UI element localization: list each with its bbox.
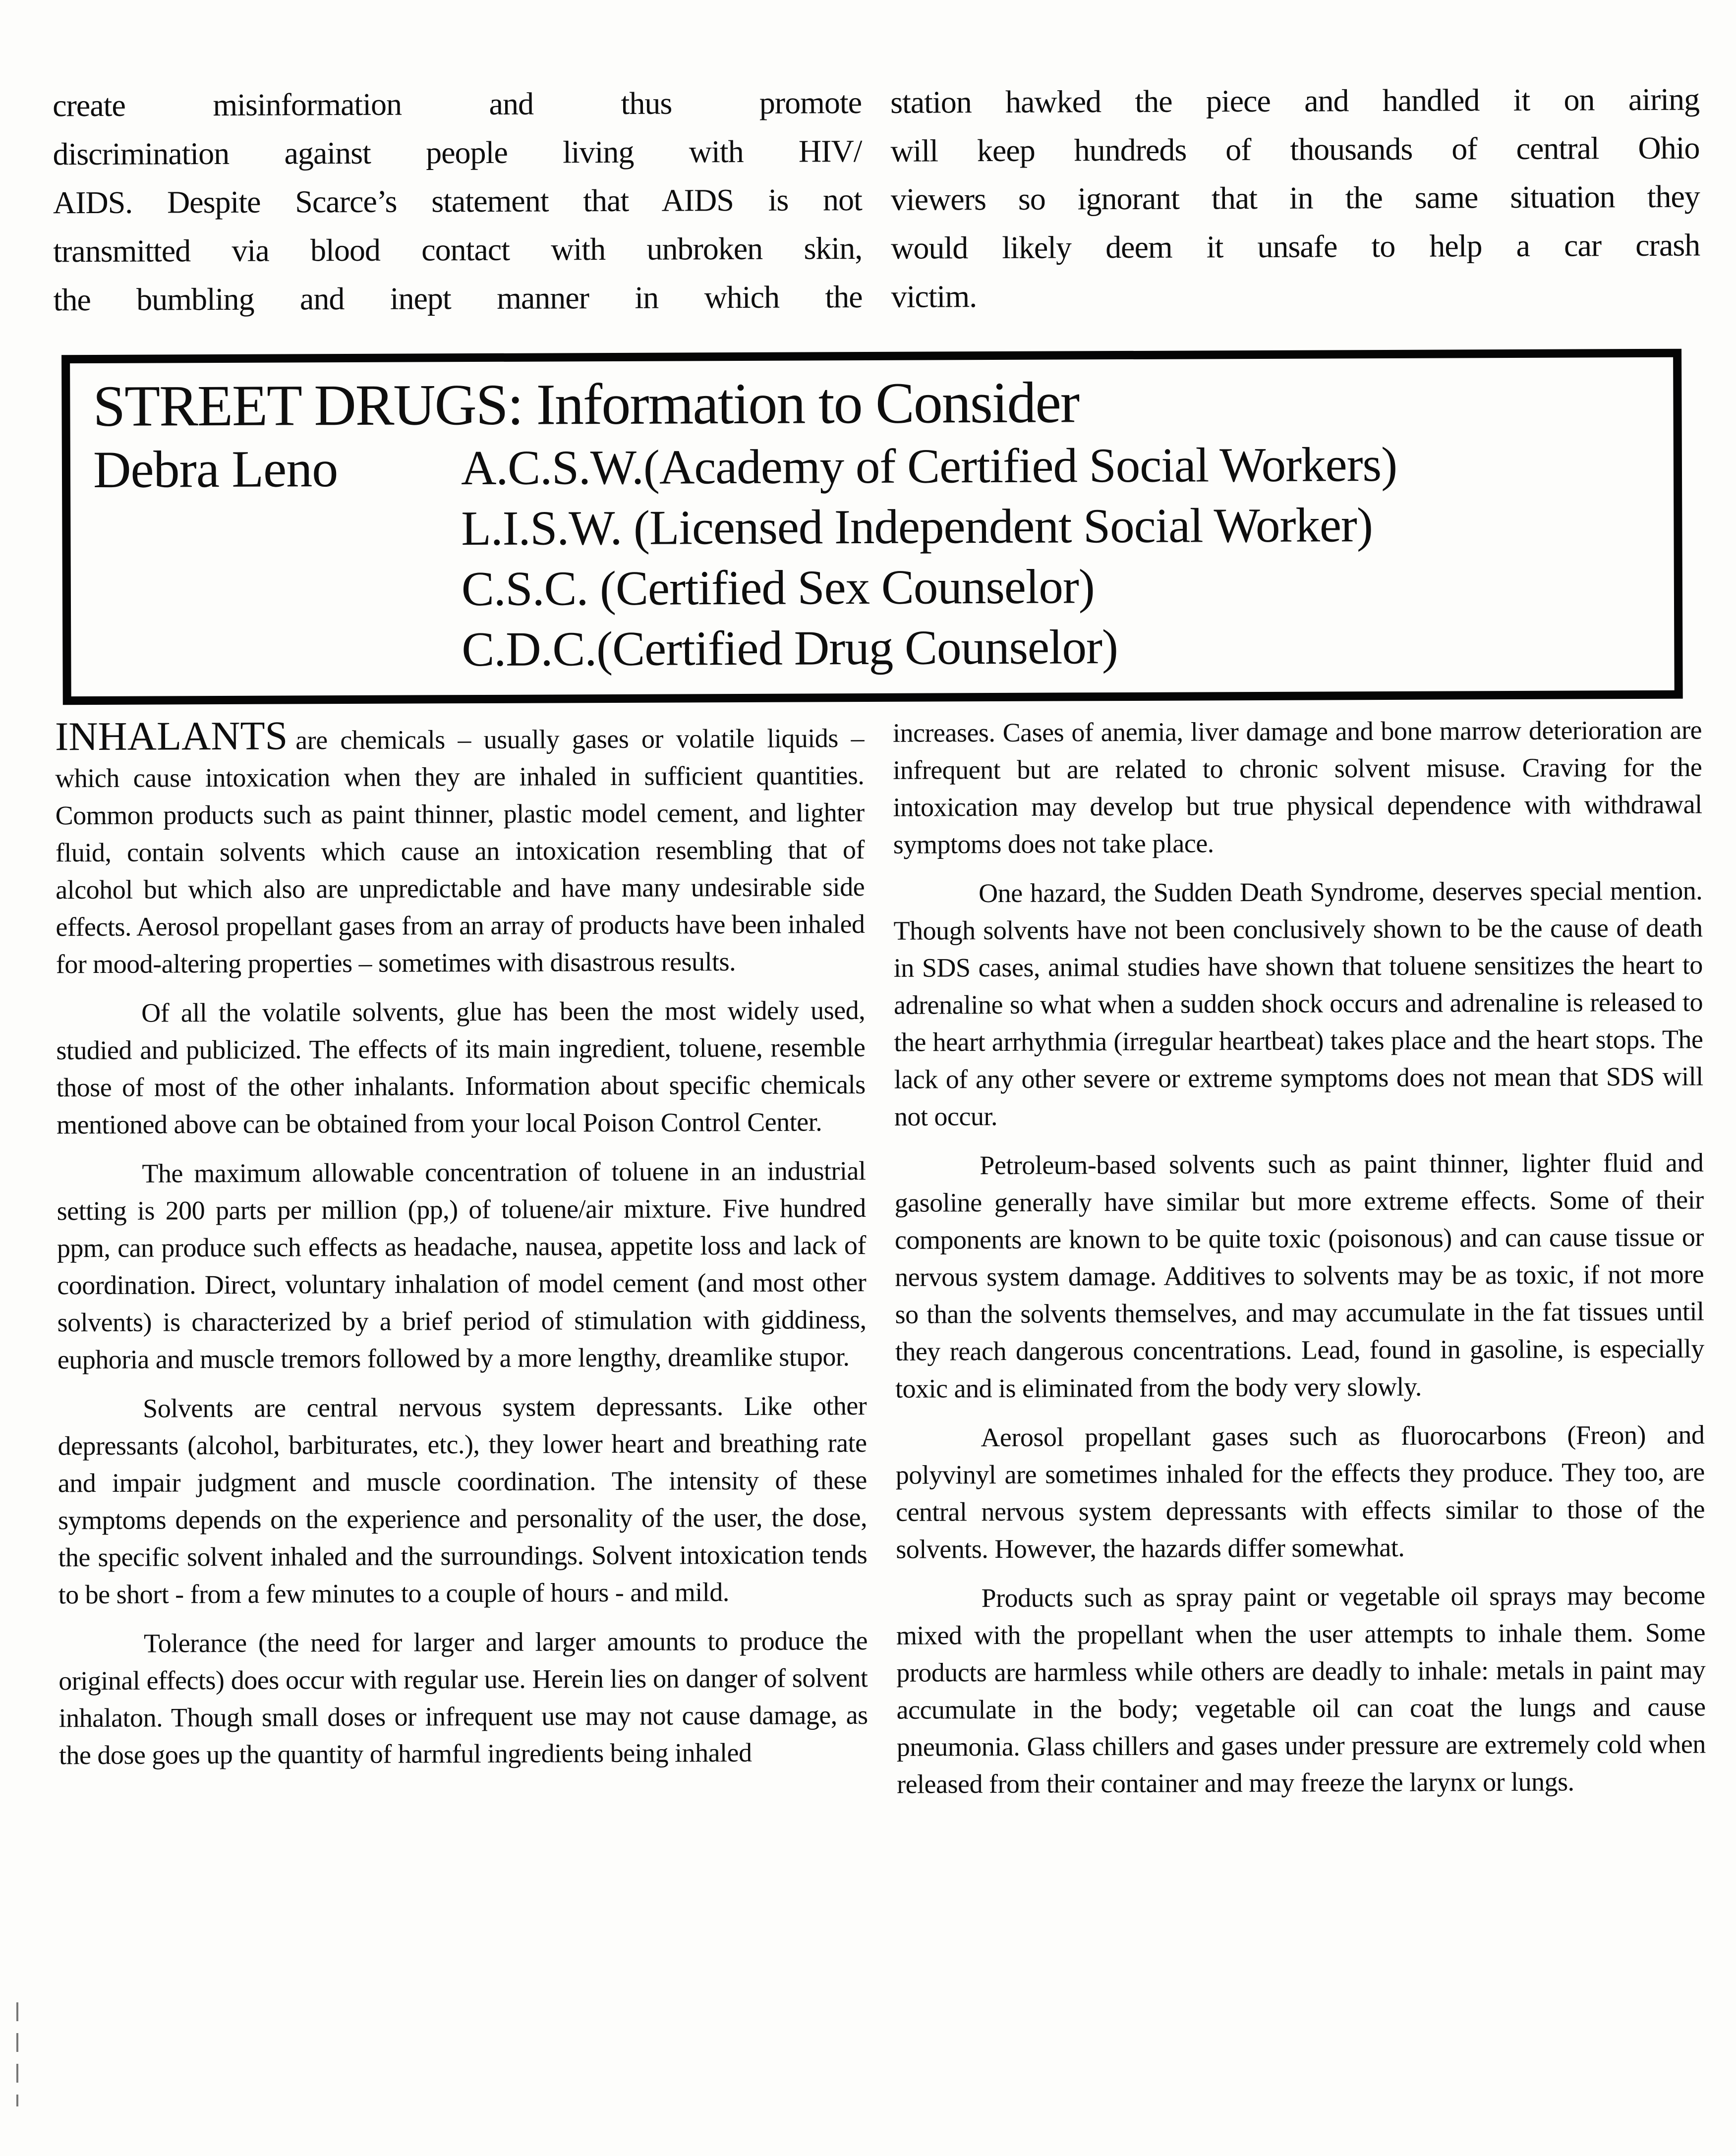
- intro-line: discrimination against people living with HIV/: [53, 133, 862, 172]
- credential-line: C.S.C. (Certified Sex Counselor): [461, 560, 1095, 617]
- credential-line: L.I.S.W. (Licensed Independent Social Worker): [461, 498, 1373, 556]
- intro-line: would likely deem it unsafe to help a car crash: [891, 227, 1700, 266]
- intro-line: viewers so ignorant that in the same situation they: [890, 178, 1700, 217]
- author-credentials: [461, 435, 1398, 680]
- paragraph: Solvents are central nervous system depressants. Like other depressants (alcohol, barbiturates, etc.), they lower heart and breathing rate and impair judgment and muscle coordination. The intensity of these symptoms depends on the experience and personality of the user, the dose, the specific solvent inhaled and the surroundings. Solvent intoxication tends to be short - from a few minutes to a couple of hours - and mild.: [58, 1391, 868, 1610]
- paragraph: Aerosol propellant gases such as fluorocarbons (Freon) and polyvinyl are sometimes inhaled for the effects they produce. They too, are central nervous system depressants with effects similar to those of the solvents. However, the hazards differ somewhat.: [895, 1419, 1705, 1564]
- intro-line: AIDS. Despite Scarce’s statement that AIDS is not: [53, 182, 863, 221]
- scan-artifact-line: [16, 2002, 18, 2106]
- credential-line: C.D.C.(Certified Drug Counselor): [462, 620, 1118, 677]
- intro-line: create misinformation and thus promote: [52, 85, 862, 123]
- paragraph-lead: [55, 715, 865, 983]
- body-left-column: [55, 715, 868, 1818]
- intro-line: transmitted via blood contact with unbroken skin,: [53, 230, 863, 269]
- paragraph: The maximum allowable concentration of toluene in an industrial setting is 200 parts per million (pp,) of toluene/air mixture. Five hundred ppm, can produce such effects as headache, nausea, appetite loss and lack of coordination. Direct, voluntary inhalation of model cement (and most other solvents) is characterized by a brief period of stimulation with giddiness, euphoria and muscle tremors followed by a more lengthy, dreamlike stupor.: [57, 1156, 867, 1375]
- article-body: [0, 698, 1736, 1818]
- intro-left-column: [53, 78, 863, 324]
- intro-right-column: [890, 75, 1700, 321]
- intro-line: victim.: [891, 279, 977, 314]
- intro-line: will keep hundreds of thousands of central Ohio: [890, 130, 1700, 169]
- byline-row: [93, 434, 1655, 681]
- intro-line: the bumbling and inept manner in which the: [53, 279, 863, 318]
- paragraph: Products such as spray paint or vegetable oil sprays may become mixed with the propellant when the user attempts to inhale them. Some products are harmless while others are deadly to inhale: metals in paint may accumulate in the body; vegetable oil can coat the lungs and cause pneumonia. Glass chillers and gases under pressure are extremely cold when released from their container and may freeze the larynx or lungs.: [896, 1580, 1706, 1799]
- paragraph: Tolerance (the need for larger and larger amounts to produce the original effects) does occur with regular use. Herein lies on danger of solvent inhalaton. Though small doses or infrequent use may not cause damage, as the dose goes up the quantity of harmful ingredients being inhaled: [58, 1626, 868, 1770]
- lead-word: INHALANTS: [55, 713, 288, 759]
- intro-section: [0, 0, 1734, 325]
- paragraph-continuation: increases. Cases of anemia, liver damage and bone marrow deterioration are infrequent but are related to chronic solvent misuse. Craving for the intoxication may develop but true physical dependence with withdrawal symptoms does not take place.: [892, 715, 1702, 859]
- article-header-box: [61, 349, 1683, 705]
- paragraph: One hazard, the Sudden Death Syndrome, deserves special mention. Though solvents have not been conclusively shown to be the cause of death in SDS cases, animal studies have shown that toluene sensitizes the heart to adrenaline so what when a sudden shock occurs and adrenaline is released to the heart arrhythmia (irregular heartbeat) takes place and the heart stops. The lack of any other severe or extreme symptoms does not mean that SDS will not occur.: [893, 875, 1703, 1132]
- paragraph: Of all the volatile solvents, glue has been the most widely used, studied and publicized. The effects of its main ingredient, toluene, resemble those of most of the other inhalants. Information about specific chemicals mentioned above can be obtained from your local Poison Control Center.: [56, 995, 866, 1140]
- intro-line: station hawked the piece and handled it on airing: [890, 81, 1700, 120]
- credential-line: A.C.S.W.(Academy of Certified Social Workers): [461, 437, 1397, 496]
- article-title: STREET DRUGS: Information to Consider: [93, 370, 1079, 439]
- lead-paragraph-text: are chemicals – usually gases or volatile liquids – which cause intoxication when they are inhaled in sufficient quantities. Common products such as paint thinner, plastic model cement, and lighter fluid, contain solvents which cause an intoxication resembling that of alcohol but which also are unpredictable and have many undesirable side effects. Aerosol propellant gases from an array of products have been inhaled for mood-altering properties – sometimes with disastrous results.: [55, 723, 865, 979]
- paragraph: Petroleum-based solvents such as paint thinner, lighter fluid and gasoline generally have similar but more extreme effects. Some of their components are known to be quite toxic (poisonous) and can cause tissue or nervous system damage. Additives to solvents may be as toxic, if not more so than the solvents themselves, and may accumulate in the fat tissues until they reach dangerous concentrations. Lead, found in gasoline, is especially toxic and is eliminated from the body very slowly.: [894, 1147, 1704, 1404]
- author-name: Debra Leno: [93, 440, 338, 499]
- body-right-column: [893, 712, 1706, 1815]
